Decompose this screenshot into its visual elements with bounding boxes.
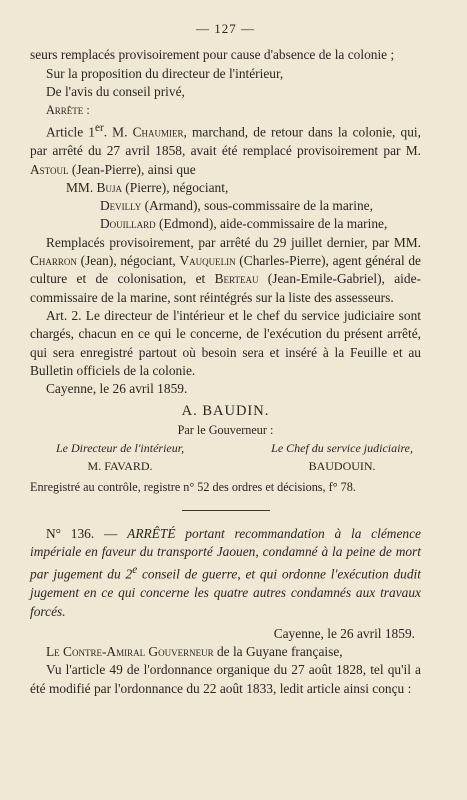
mm-label: MM. bbox=[66, 179, 97, 195]
remplaces-text-a: Remplacés provisoirement, par arrêté du 29 juillet dernier, par MM. bbox=[46, 234, 421, 250]
arrete-heading: Arrête : bbox=[46, 103, 90, 118]
douillard-line bbox=[30, 215, 421, 233]
par-le-gouverneur: Par le Gouverneur : bbox=[177, 422, 274, 437]
date-line-2: Cayenne, le 26 avril 1859. bbox=[273, 625, 415, 641]
remplaces-text-b: (Jean), négociant, bbox=[76, 253, 180, 269]
no136-label: N° 136. — bbox=[46, 525, 128, 541]
name-devilly: Devilly bbox=[100, 198, 142, 214]
name-astoul: Astoul bbox=[30, 161, 69, 177]
directeur-title: Le Directeur de l'intérieur, bbox=[56, 441, 185, 455]
registered-line: Enregistré au contrôle, registre n° 52 des ordres et décisions, f° 78. bbox=[30, 479, 356, 494]
gouverneur-title: Le Contre-Amiral Gouverneur bbox=[46, 644, 214, 660]
article-1 bbox=[30, 119, 421, 178]
buja-detail: (Pierre), négociant, bbox=[121, 179, 229, 195]
proposition-line: Sur la proposition du directeur de l'intérieur, bbox=[46, 65, 284, 81]
vu-paragraph: Vu l'article 49 de l'ordonnance organique du 27 août 1828, tel qu'il a été modifié par l'ordonnance du 22 août 1833, ledit article ainsi conçu : bbox=[30, 662, 421, 696]
gouverneur-line bbox=[30, 643, 421, 661]
remplaces-paragraph bbox=[30, 234, 421, 307]
name-berteau: Berteau bbox=[214, 271, 259, 287]
no136-heading bbox=[30, 525, 421, 621]
signature-left bbox=[56, 439, 184, 476]
arrete-word: ARRÊTÉ bbox=[127, 525, 176, 541]
chef-name: BAUDOUIN. bbox=[308, 459, 376, 474]
avis-line: De l'avis du conseil privé, bbox=[46, 83, 185, 99]
signature-right bbox=[271, 439, 413, 476]
name-chaumier: Chaumier bbox=[132, 124, 184, 140]
signatures-row bbox=[30, 439, 421, 476]
mm-buja-line bbox=[30, 179, 421, 197]
remplaces-text-c: (Charles-Pierre), agent général de culture et de colonisation, et bbox=[30, 253, 421, 287]
name-douillard: Douillard bbox=[100, 216, 156, 232]
article-1-label: Article 1 bbox=[46, 124, 96, 140]
paragraph-continuation: seurs remplacés provisoirement pour cause d'absence de la colonie ; bbox=[30, 47, 395, 63]
no136-text-a: portant recommandation à la clémence impériale en faveur du transporté Jaouen, condamné à la peine de mort par jugement du 2 bbox=[30, 525, 421, 582]
name-buja: Buja bbox=[96, 179, 122, 195]
remplaces-text-d: (Jean-Emile-Gabriel), aide-commissaire de la marine, sont réintégrés sur la liste des assesseurs. bbox=[30, 271, 421, 305]
page-number: — 127 — bbox=[196, 21, 255, 36]
name-vauquelin: Vauquelin bbox=[179, 253, 236, 269]
no136-sup: e bbox=[132, 564, 138, 577]
article-1-text-a: . M. bbox=[103, 124, 133, 140]
article-1-sup: er bbox=[95, 122, 104, 135]
devilly-line bbox=[30, 197, 421, 215]
article-1-text-b: , marchand, de retour dans la colonie, qui, par arrêté du 27 avril 1858, avait été remplacé provisoirement par M. bbox=[30, 124, 421, 159]
signer-name: A. BAUDIN. bbox=[181, 403, 270, 420]
douillard-detail: (Edmond), aide-commissaire de la marine, bbox=[155, 216, 388, 232]
no136-text-b: conseil de guerre, et qui ordonne l'exécution dudit jugement en ce qui concerne les quatre autres condamnés aux travaux forcés. bbox=[30, 566, 421, 619]
directeur-name: M. FAVARD. bbox=[87, 459, 153, 474]
devilly-detail: (Armand), sous-commissaire de la marine, bbox=[141, 198, 373, 214]
article-2: Art. 2. Le directeur de l'intérieur et le chef du service judiciaire sont chargés, chacun en ce qui le concerne, de l'exécution du présent arrêté, qui sera enregistré partout où besoin sera et inséré à la Feuille et au Bulletin officiels de la colonie. bbox=[30, 307, 421, 378]
section-divider bbox=[182, 510, 270, 511]
name-charron: Charron bbox=[30, 253, 77, 269]
article-1-text-c: (Jean-Pierre), ainsi que bbox=[68, 161, 196, 177]
date-line-1: Cayenne, le 26 avril 1859. bbox=[46, 381, 188, 397]
gouverneur-rest: de la Guyane française, bbox=[213, 644, 343, 660]
chef-title: Le Chef du service judiciaire, bbox=[271, 441, 413, 455]
